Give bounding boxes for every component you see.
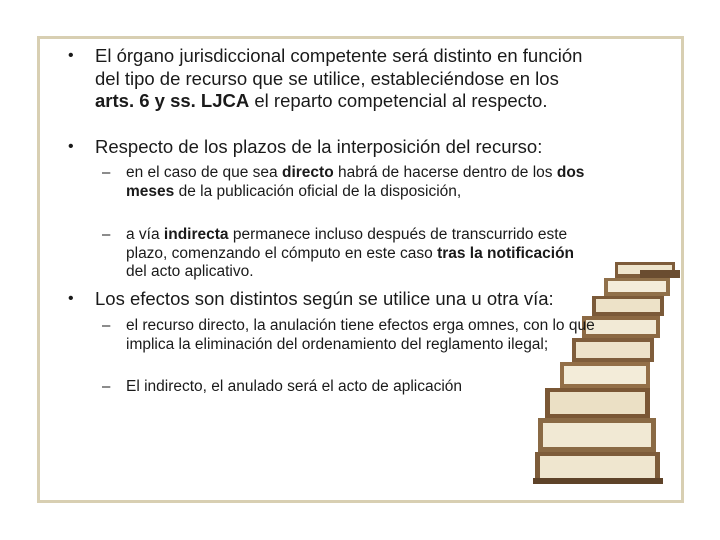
dash-marker: – (102, 317, 111, 334)
bullet-item-3: Los efectos son distintos según se utilice una u otra vía: (95, 288, 554, 309)
bullet-marker: • (68, 290, 74, 307)
sub-item-3-2: El indirecto, el anulado será el acto de aplicación (126, 378, 463, 395)
bullet-marker: • (68, 47, 74, 64)
dash-marker: – (102, 164, 111, 181)
dash-marker: – (102, 226, 111, 243)
dash-marker: – (102, 378, 111, 395)
bullet-item-1: El órgano jurisdiccional competente será distinto en función del tipo de recurso que se utilice, estableciéndose en los arts. 6 y ss. LJCA el reparto competencial al respecto. (95, 45, 583, 111)
bullet-marker: • (68, 138, 74, 155)
sub-item-2-1: en el caso de que sea directo habrá de hacerse dentro de los dos meses de la publicación oficial de la disposición, (126, 164, 585, 200)
sub-item-3-1: el recurso directo, la anulación tiene efectos erga omnes, con lo que implica la eliminación del ordenamiento del reglamento ilegal; (126, 317, 595, 353)
sub-item-2-2: a vía indirecta permanece incluso después de transcurrido este plazo, comenzando el cómputo en este caso tras la notificación del acto aplicativo. (126, 226, 575, 280)
bullet-item-2: Respecto de los plazos de la interposición del recurso: (95, 136, 543, 157)
